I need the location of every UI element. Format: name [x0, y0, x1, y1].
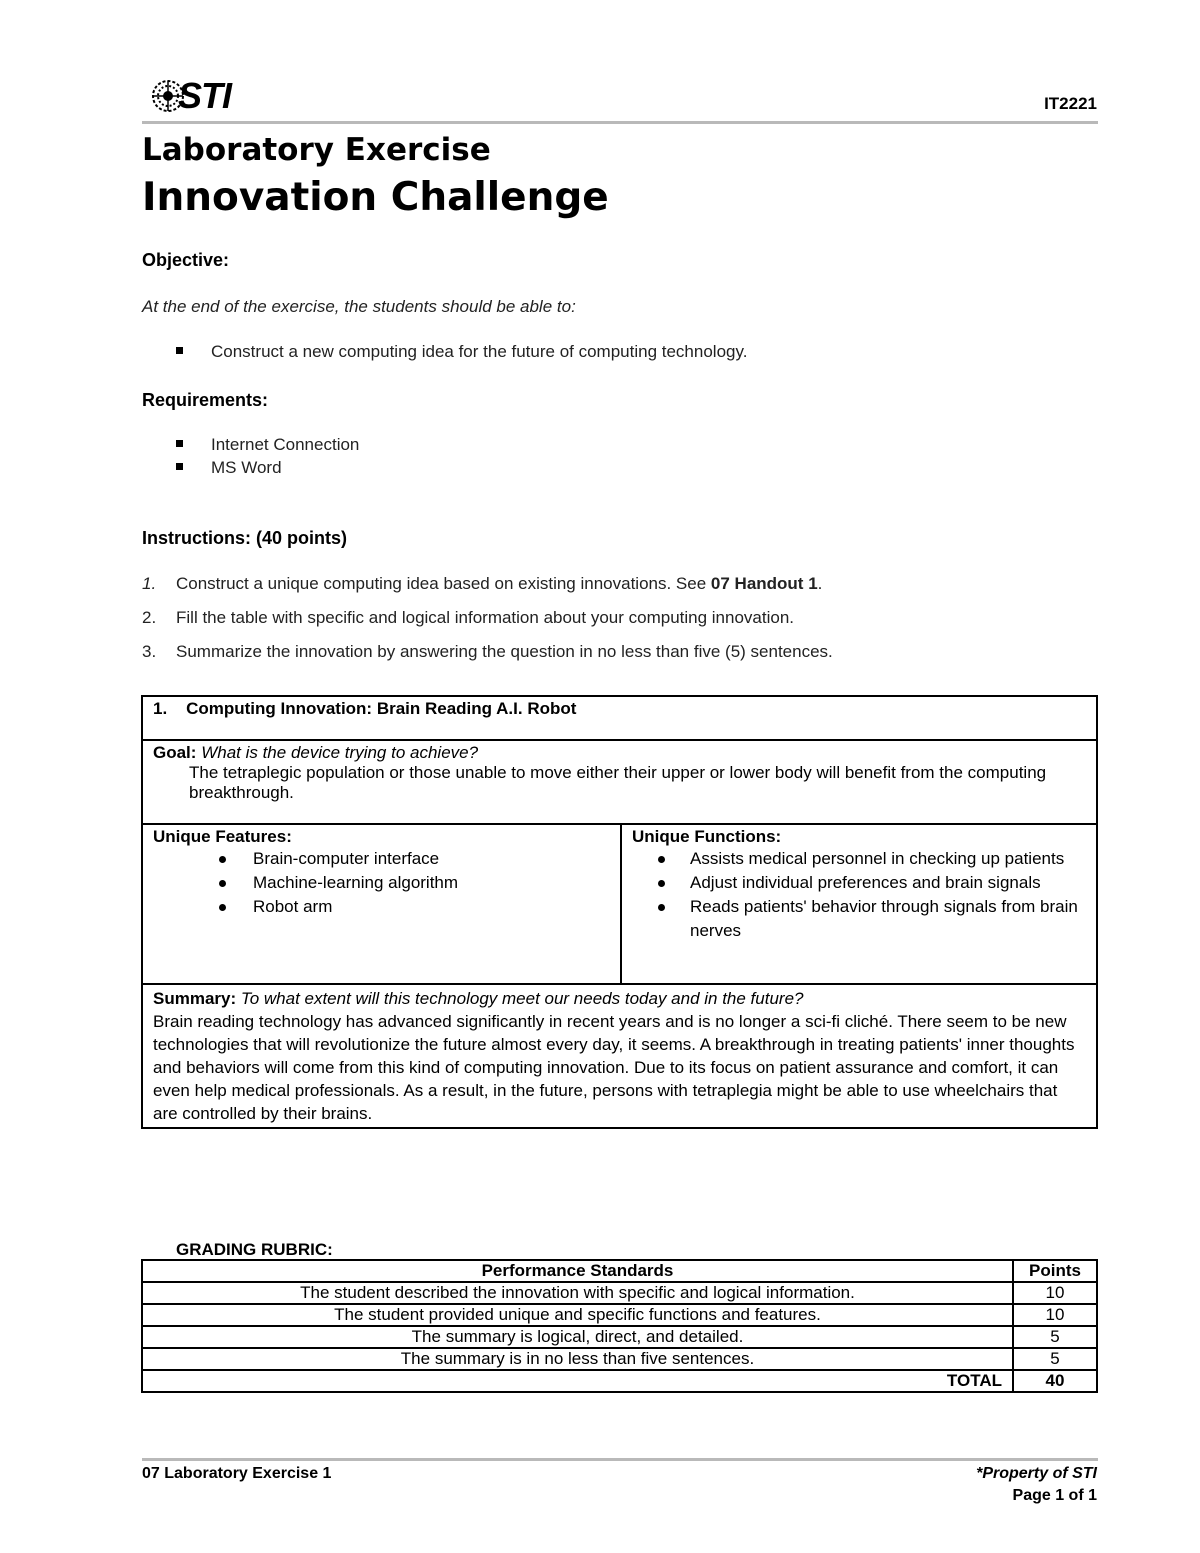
- header-divider: [142, 121, 1098, 124]
- instruction-item: 3. Summarize the innovation by answering the question in no less than five (5) sentences.: [142, 642, 833, 661]
- rubric-points: 5: [1013, 1348, 1097, 1370]
- innovation-table: [141, 695, 1098, 1129]
- rubric-title: GRADING RUBRIC:: [176, 1240, 333, 1259]
- table-row-total: [142, 1370, 1097, 1392]
- logo-text: STI: [178, 75, 232, 116]
- footer-divider: [142, 1458, 1098, 1461]
- function-item: Assists medical personnel in checking up patients: [632, 847, 1086, 871]
- page-subtitle: Laboratory Exercise: [142, 132, 491, 168]
- rubric-points: 10: [1013, 1282, 1097, 1304]
- requirement-item: Internet Connection: [176, 435, 359, 455]
- feature-item: Machine-learning algorithm: [153, 871, 610, 895]
- footer-property: *Property of STI: [976, 1465, 1097, 1482]
- table-row: [142, 1326, 1097, 1348]
- instruction-item: 2. Fill the table with specific and logical information about your computing innovation.: [142, 608, 795, 627]
- rubric-total-points: 40: [1013, 1370, 1097, 1392]
- page-title: Innovation Challenge: [142, 175, 609, 220]
- feature-item: Brain-computer interface: [153, 847, 610, 871]
- table-row: [142, 1348, 1097, 1370]
- footer-document-name: 07 Laboratory Exercise 1: [142, 1465, 332, 1482]
- rubric-standard: The summary is logical, direct, and detailed.: [142, 1326, 1013, 1348]
- requirement-item: MS Word: [176, 458, 282, 478]
- course-code: IT2221: [1044, 94, 1097, 113]
- goal-label: Goal:: [153, 743, 197, 762]
- rubric-points: 5: [1013, 1326, 1097, 1348]
- instruction-item: 1. Construct a unique computing idea based on existing innovations. See 07 Handout 1.: [142, 574, 823, 593]
- table-row: [142, 1282, 1097, 1304]
- table-row: [142, 1304, 1097, 1326]
- rubric-total-label: TOTAL: [142, 1370, 1013, 1392]
- functions-cell: [621, 824, 1097, 984]
- rubric-points: 10: [1013, 1304, 1097, 1326]
- summary-answer: Brain reading technology has advanced significantly in recent years and is no longer a sci-fi cliché. There seem to be new technologies that will revolutionize the future almost every day, it seems. A breakthrough in treating patients' inner thoughts and behaviors will come from this kind of computing innovation. Due to its focus on patient assurance and comfort, it can even help medical professionals. As a result, in the future, persons with tetraplegia might be able to use wheelchairs that are controlled by their brains.: [153, 1012, 1075, 1123]
- rubric-header-standards: Performance Standards: [142, 1260, 1013, 1282]
- square-bullet-icon: [176, 463, 183, 470]
- objective-intro: At the end of the exercise, the students should be able to:: [142, 297, 576, 316]
- function-item: Reads patients' behavior through signals from brain nerves: [632, 895, 1086, 943]
- sti-logo: [150, 72, 240, 116]
- innovation-title: 1. Computing Innovation: Brain Reading A.I. Robot: [142, 696, 1097, 740]
- features-cell: [142, 824, 621, 984]
- square-bullet-icon: [176, 440, 183, 447]
- goal-cell: [142, 740, 1097, 824]
- rubric-header-points: Points: [1013, 1260, 1097, 1282]
- features-label: Unique Features:: [153, 827, 292, 846]
- grading-rubric-table: [141, 1259, 1098, 1393]
- goal-answer: The tetraplegic population or those unable to move either their upper or lower body will benefit from the computing breakthrough.: [189, 763, 1047, 802]
- functions-label: Unique Functions:: [632, 827, 782, 846]
- objective-item: Construct a new computing idea for the future of computing technology.: [176, 342, 747, 362]
- rubric-standard: The student provided unique and specific functions and features.: [142, 1304, 1013, 1326]
- footer-page-number: Page 1 of 1: [1012, 1487, 1097, 1504]
- instructions-heading: Instructions: (40 points): [142, 528, 348, 548]
- summary-label: Summary:: [153, 989, 237, 1008]
- rubric-standard: The student described the innovation with specific and logical information.: [142, 1282, 1013, 1304]
- function-item: Adjust individual preferences and brain signals: [632, 871, 1086, 895]
- goal-question: What is the device trying to achieve?: [201, 743, 479, 762]
- objective-heading: Objective:: [142, 250, 230, 270]
- square-bullet-icon: [176, 347, 183, 354]
- summary-cell: [142, 984, 1097, 1128]
- requirements-heading: Requirements:: [142, 390, 269, 410]
- rubric-standard: The summary is in no less than five sentences.: [142, 1348, 1013, 1370]
- summary-question: To what extent will this technology meet our needs today and in the future?: [240, 989, 804, 1008]
- feature-item: Robot arm: [153, 895, 610, 919]
